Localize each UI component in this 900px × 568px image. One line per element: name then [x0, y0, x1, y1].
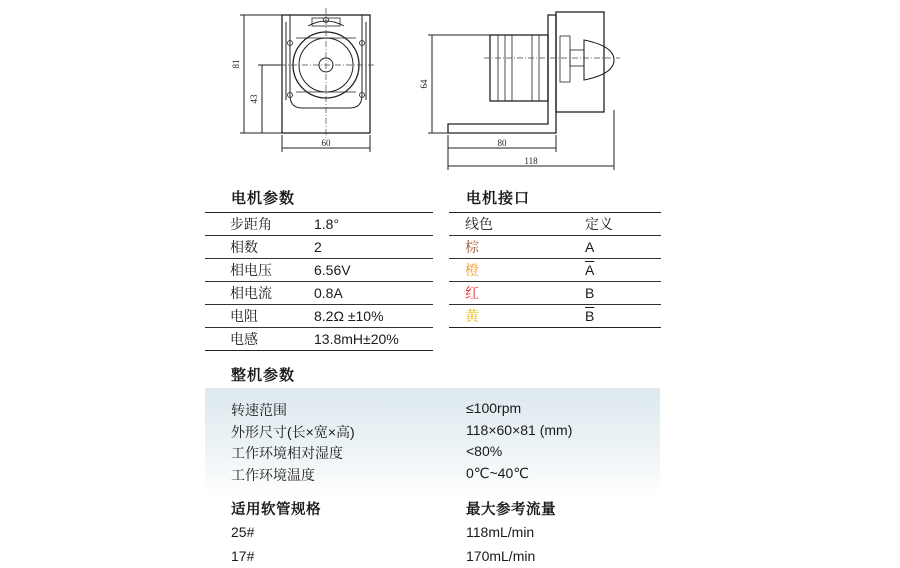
definition-label: A	[585, 239, 595, 255]
param-label: 电感	[205, 328, 312, 351]
param-label: 相电压	[205, 259, 312, 282]
param-value: 1.8°	[312, 213, 433, 236]
param-label: 相电流	[205, 282, 312, 305]
tubing-flow: 118mL/min	[466, 524, 535, 540]
machine-param-value: <80%	[466, 443, 503, 459]
tubing-header: 适用软管规格	[231, 502, 321, 518]
machine-param-label: 工作环境相对湿度	[231, 445, 343, 461]
wire-definition	[583, 282, 661, 305]
param-value: 13.8mH±20%	[312, 328, 433, 351]
wire-definition	[583, 259, 661, 282]
tubing-flow: 170mL/min	[466, 548, 536, 564]
table-row	[449, 282, 661, 305]
motor-interface-table	[449, 212, 661, 328]
wire-color: 红	[449, 282, 583, 305]
param-label: 相数	[205, 236, 312, 259]
machine-param-label: 外形尺寸(长×宽×高)	[231, 424, 355, 440]
param-value: 0.8A	[312, 282, 433, 305]
table-row	[449, 305, 661, 328]
machine-params-title: 整机参数	[231, 367, 296, 384]
table-row	[205, 305, 433, 328]
dim-base-80: 80	[497, 138, 507, 148]
dim-height-81: 81	[231, 59, 241, 69]
dim-center-43: 43	[249, 94, 259, 104]
wire-definition	[583, 305, 661, 328]
technical-drawing	[0, 0, 900, 190]
dim-width-60: 60	[321, 138, 331, 148]
wire-color: 棕	[449, 236, 583, 259]
machine-param-label: 工作环境温度	[231, 467, 315, 483]
machine-param-value: 118×60×81 (mm)	[466, 422, 573, 438]
param-value: 6.56V	[312, 259, 433, 282]
machine-param-label: 转速范围	[231, 402, 287, 418]
machine-param-value: 0℃~40℃	[466, 465, 529, 481]
header-wire-color: 线色	[449, 213, 583, 236]
definition-label: B	[585, 285, 595, 301]
dim-height-64: 64	[419, 79, 429, 89]
table-row	[449, 259, 661, 282]
table-row	[205, 328, 433, 351]
table-row	[449, 236, 661, 259]
param-value: 8.2Ω ±10%	[312, 305, 433, 328]
table-row	[205, 282, 433, 305]
side-view	[448, 12, 614, 133]
wire-color: 橙	[449, 259, 583, 282]
motor-params-table	[205, 212, 433, 351]
table-row	[205, 213, 433, 236]
motor-interface-title: 电机接口	[466, 190, 531, 207]
definition-label: $\overline{A}$	[585, 262, 595, 278]
header-definition: 定义	[583, 213, 661, 236]
machine-param-value: ≤100rpm	[466, 400, 522, 416]
wire-definition	[583, 236, 661, 259]
wire-color: 黄	[449, 305, 583, 328]
table-row	[205, 259, 433, 282]
table-row	[205, 236, 433, 259]
param-value: 2	[312, 236, 433, 259]
definition-label: $\overline{B}$	[585, 308, 595, 324]
tubing-size: 17#	[231, 548, 255, 564]
tubing-size: 25#	[231, 524, 255, 540]
table-header-row	[449, 213, 661, 236]
param-label: 电阻	[205, 305, 312, 328]
motor-params-title: 电机参数	[231, 190, 296, 207]
dim-total-118: 118	[524, 156, 538, 166]
param-label: 步距角	[205, 213, 312, 236]
flow-header: 最大参考流量	[466, 502, 556, 518]
